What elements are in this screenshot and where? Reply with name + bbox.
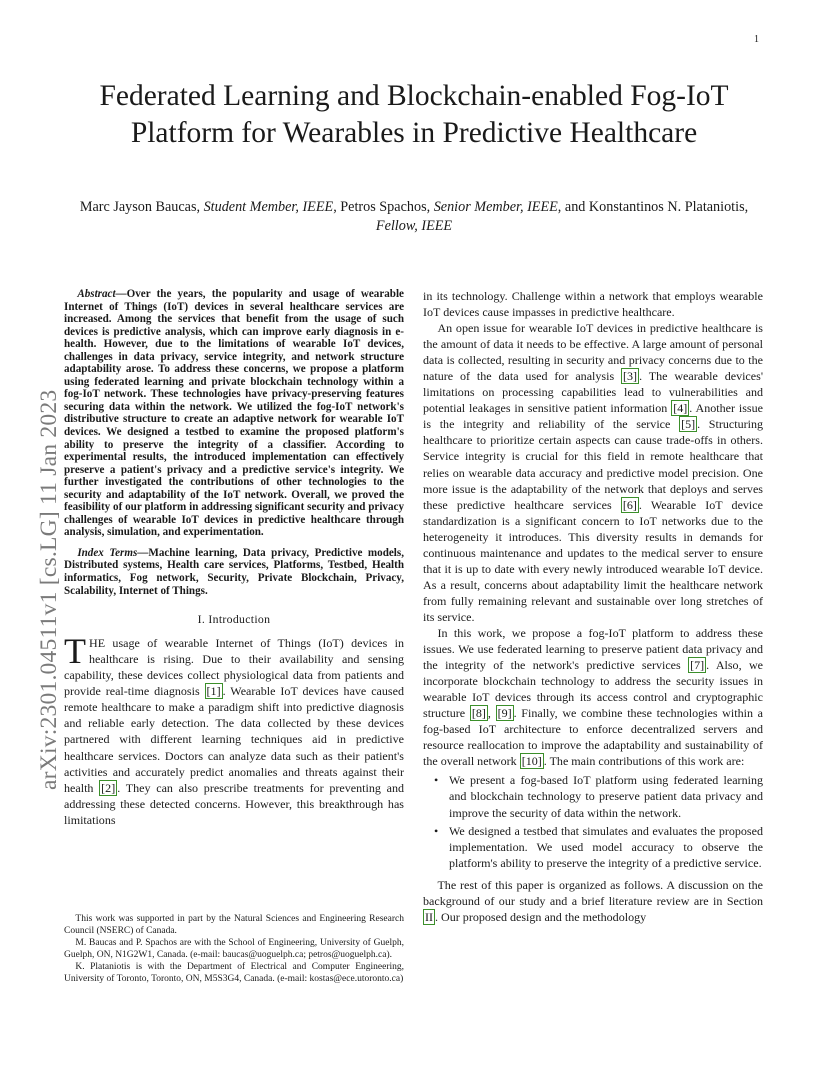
intro-paragraph-4: [423, 877, 763, 925]
section-link[interactable]: II: [425, 909, 434, 924]
index-terms-label: Index Terms: [77, 546, 138, 559]
intro-text: . Wearable IoT device standardization is a significant concern to IoT networks due to the heterogeneity it introduces. This diversity results in demands for continuous maintenance and updates to the medical server to ensure that it is up to date with every newly introduced wearable IoT device. As a result, concerns about adaptability limit the healthcare network from fully remaining relevant and sustainable over long stretches of its service.: [423, 497, 763, 624]
contributions-list: [423, 772, 763, 870]
intro-text: An open issue for wearable IoT devices in predictive healthcare is the amount of data it needs to be effective. A large amount of personal data is collected, resulting in security and privacy concerns due to the nature of the data used for analysis: [423, 321, 763, 384]
intro-text: . Another issue is the integrity and reliability of the service: [423, 401, 763, 432]
author-list: [70, 198, 758, 236]
citation-link[interactable]: [5]: [681, 417, 696, 432]
arxiv-identifier: arXiv:2301.04511v1 [cs.LG] 11 Jan 2023: [36, 389, 62, 790]
intro-text: . The main contributions of this work are:: [543, 754, 745, 769]
intro-paragraph-1-continued: in its technology. Challenge within a network that employs wearable IoT devices cause impasses in predictive healthcare.: [423, 289, 763, 320]
index-terms: [64, 547, 404, 597]
section-heading-introduction: I. Introduction: [197, 612, 271, 627]
index-terms-text: —Machine learning, Data privacy, Predictive models, Distributed systems, Health care services, Platforms, Testbed, Health informatics, Fog network, Security, Private Blockchain, Privacy, Scalability, Internet of Things.: [64, 546, 404, 597]
author-name: , Petros Spachos,: [333, 199, 434, 215]
citation-link[interactable]: [1]: [206, 684, 221, 699]
author-membership: Student Member, IEEE: [203, 199, 334, 215]
right-column: [423, 288, 763, 925]
author-name: , and Konstantinos N. Plataniotis,: [557, 199, 749, 215]
intro-text: . Structuring healthcare to prioritize certain aspects can cause trade-offs in others. Service integrity is crucial for this field in remote healthcare that relies on wearable data accuracy and predictive model precision. One more issue is the adaptability of the network that deploys and serves these predictive healthcare services: [423, 417, 763, 512]
citation-link[interactable]: [3]: [623, 369, 638, 384]
intro-text: ,: [487, 706, 496, 721]
abstract-text: —Over the years, the popularity and usage of wearable Internet of Things (IoT) devices in several healthcare services are increased. Among the services that benefit from the usage of such devices is predictive analysis, which can improve early diagnosis in e-health. However, due to the limitations of wearable IoT devices, challenges in data privacy, service integrity, and network structure adaptability arose. To address these concerns, we propose a platform using federated learning and private blockchain technology within a fog-IoT network. These technologies have privacy-preserving features securing data within the network. We utilized the fog-IoT network's distributive structure to create an adaptive network for wearable IoT devices. We designed a testbed to examine the proposed platform's ability to preserve the integrity of a classifier. According to experimental results, the introduced implementation can effectively preserve a patient's privacy and a predictive service's integrity. We further investigated the contributions of other technologies to the security and adaptability of the IoT network. Overall, we proved the feasibility of our platform in addressing significant security and privacy challenges of wearable IoT devices in predictive healthcare through analysis, simulation, and experimentation.: [64, 288, 404, 539]
intro-text: . The wearable devices' limitations on processing capabilities lead to vulnerabilities and potential leakages in sensitive patient information: [423, 369, 763, 416]
intro-paragraph-2: [423, 320, 763, 625]
list-item: • We designed a testbed that simulates and evaluates the proposed implementation. We used model accuracy to observe the platform's ability to preserve the integrity of a predictive service.: [449, 823, 763, 871]
intro-text: HE usage of wearable Internet of Things (IoT) devices in healthcare is rising. Due to their availability and sensing capability, these devices collect physiological data from patients and provide real-time diagnosis: [64, 636, 404, 699]
footnote: This work was supported in part by the Natural Sciences and Engineering Research Council (NSERC) of Canada.: [64, 914, 404, 936]
abstract: [64, 288, 404, 539]
intro-text: In this work, we propose a fog-IoT platform to address these issues. We use federated learning to preserve patient data privacy and the integrity of the network's predictive services: [423, 625, 763, 673]
intro-text: . Also, we incorporate blockchain technology to address the security issues in wearable IoT devices through its access control and cryptographic structure: [423, 658, 763, 721]
author-membership: Fellow, IEEE: [375, 218, 453, 234]
citation-link[interactable]: [9]: [497, 706, 512, 721]
intro-paragraph-1: [64, 631, 404, 828]
intro-text: . Finally, we combine these technologies within a fog-based IoT architecture to enforce decentralized servers and resource reallocation to improve the adaptability and sustainability of the overall network: [423, 706, 763, 769]
left-column: [64, 288, 404, 828]
abstract-block: [64, 288, 404, 597]
author-membership: Senior Member, IEEE: [433, 199, 558, 215]
abstract-label: Abstract: [77, 288, 116, 300]
intro-text: The rest of this paper is organized as follows. A discussion on the background of our study and a brief literature review are in Section: [423, 877, 763, 908]
citation-link[interactable]: [6]: [622, 497, 637, 512]
citation-link[interactable]: [8]: [471, 706, 486, 721]
citation-link[interactable]: [10]: [521, 754, 542, 769]
intro-text: . Wearable IoT devices have caused remote healthcare to make a paradigm shift into predictive diagnosis and reliable early detection. The data collected by these devices partnered with different learning techniques aid in predictive healthcare services. Doctors can analyze data such as their patient's activities and accurately predict anomalies and threats against their health: [64, 684, 404, 795]
intro-text: . Our proposed design and the methodology: [435, 909, 647, 924]
list-item: • We present a fog-based IoT platform using federated learning and blockchain technology to preserve patient data privacy and improve the security of data within the network.: [449, 772, 763, 820]
footnote: K. Plataniotis is with the Department of Electrical and Computer Engineering, University of Toronto, Toronto, ON, M5S3G4, Canada. (e-mail: kostas@ece.utoronto.ca): [64, 962, 404, 984]
intro-text: . They can also prescribe treatments for preventing and addressing these detected concerns. However, this breakthrough has limitations: [64, 780, 404, 827]
citation-link[interactable]: [2]: [101, 780, 116, 795]
dropcap: T: [64, 631, 86, 672]
page-number: 1: [754, 34, 759, 45]
author-name: Marc Jayson Baucas,: [79, 199, 204, 215]
intro-paragraph-3: [423, 625, 763, 769]
footnotes: [64, 914, 404, 987]
citation-link[interactable]: [7]: [690, 658, 705, 673]
footnote: M. Baucas and P. Spachos are with the School of Engineering, University of Guelph, Guelph, ON, N1G2W1, Canada. (e-mail: baucas@uoguelph.ca; petros@uoguelph.ca).: [64, 938, 404, 960]
paper-title: Federated Learning and Blockchain-enabled Fog-IoT Platform for Wearables in Predictive Healthcare: [99, 80, 729, 149]
citation-link[interactable]: [4]: [673, 401, 688, 416]
